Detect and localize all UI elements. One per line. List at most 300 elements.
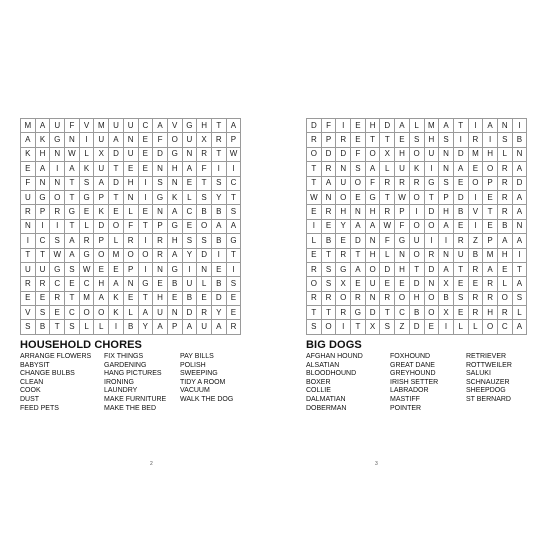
grid-cell[interactable]: U [94,162,109,176]
grid-cell[interactable]: G [65,205,80,219]
grid-cell[interactable]: S [65,320,80,334]
grid-cell[interactable]: R [468,291,483,305]
grid-cell[interactable]: E [351,277,366,291]
grid-cell[interactable]: N [167,176,182,190]
grid-cell[interactable]: V [167,119,182,133]
grid-cell[interactable]: S [182,234,197,248]
grid-cell[interactable]: A [351,219,366,233]
grid-cell[interactable]: E [35,291,50,305]
grid-cell[interactable]: R [35,277,50,291]
grid-cell[interactable]: H [395,147,410,161]
grid-cell[interactable]: V [79,119,94,133]
grid-cell[interactable]: I [468,190,483,204]
grid-cell[interactable]: I [21,234,36,248]
grid-cell[interactable]: R [226,320,241,334]
grid-cell[interactable]: P [321,133,336,147]
grid-cell[interactable]: T [321,248,336,262]
grid-cell[interactable]: A [512,205,527,219]
grid-cell[interactable]: V [468,205,483,219]
grid-cell[interactable]: T [138,291,153,305]
grid-cell[interactable]: U [182,133,197,147]
grid-cell[interactable]: S [79,176,94,190]
grid-cell[interactable]: I [512,119,527,133]
grid-cell[interactable]: L [94,320,109,334]
grid-cell[interactable]: N [21,219,36,233]
grid-cell[interactable]: R [497,190,512,204]
grid-cell[interactable]: O [167,133,182,147]
grid-cell[interactable]: I [424,234,439,248]
grid-cell[interactable]: K [21,147,36,161]
grid-cell[interactable]: S [153,176,168,190]
grid-cell[interactable]: E [123,162,138,176]
grid-cell[interactable]: L [468,320,483,334]
grid-cell[interactable]: S [307,320,322,334]
grid-cell[interactable]: E [167,291,182,305]
grid-cell[interactable]: E [483,219,498,233]
grid-cell[interactable]: A [211,320,226,334]
grid-cell[interactable]: A [365,162,380,176]
grid-cell[interactable]: S [409,133,424,147]
grid-cell[interactable]: L [409,119,424,133]
grid-cell[interactable]: R [211,133,226,147]
grid-cell[interactable]: T [226,190,241,204]
grid-cell[interactable]: R [380,176,395,190]
grid-cell[interactable]: A [35,119,50,133]
grid-cell[interactable]: G [182,119,197,133]
grid-cell[interactable]: R [409,176,424,190]
grid-cell[interactable]: N [439,162,454,176]
grid-cell[interactable]: Y [211,306,226,320]
grid-cell[interactable]: L [512,306,527,320]
grid-cell[interactable]: L [307,234,322,248]
grid-cell[interactable]: E [138,205,153,219]
grid-cell[interactable]: H [395,262,410,276]
grid-cell[interactable]: N [512,147,527,161]
grid-cell[interactable]: D [94,219,109,233]
grid-cell[interactable]: B [497,219,512,233]
grid-cell[interactable]: M [468,147,483,161]
grid-cell[interactable]: A [512,277,527,291]
grid-cell[interactable]: R [321,291,336,305]
grid-cell[interactable]: O [336,291,351,305]
grid-cell[interactable]: E [109,205,124,219]
grid-cell[interactable]: A [512,162,527,176]
grid-cell[interactable]: T [65,219,80,233]
grid-cell[interactable]: K [35,133,50,147]
grid-cell[interactable]: S [50,234,65,248]
grid-cell[interactable]: T [109,190,124,204]
grid-cell[interactable]: T [453,262,468,276]
grid-cell[interactable]: K [109,291,124,305]
grid-cell[interactable]: T [409,262,424,276]
grid-cell[interactable]: A [453,162,468,176]
grid-cell[interactable]: N [439,248,454,262]
grid-cell[interactable]: E [453,306,468,320]
grid-cell[interactable]: O [424,306,439,320]
grid-cell[interactable]: D [424,262,439,276]
grid-cell[interactable]: D [109,147,124,161]
grid-cell[interactable]: C [138,119,153,133]
grid-cell[interactable]: S [211,176,226,190]
grid-cell[interactable]: P [94,234,109,248]
grid-cell[interactable]: A [497,234,512,248]
grid-cell[interactable]: C [182,205,197,219]
grid-cell[interactable]: Y [336,219,351,233]
grid-cell[interactable]: O [351,176,366,190]
grid-cell[interactable]: T [380,133,395,147]
grid-cell[interactable]: P [226,133,241,147]
grid-cell[interactable]: R [153,234,168,248]
grid-cell[interactable]: E [50,306,65,320]
grid-cell[interactable]: T [197,176,212,190]
grid-cell[interactable]: H [365,205,380,219]
grid-cell[interactable]: U [21,190,36,204]
grid-cell[interactable]: C [79,277,94,291]
grid-cell[interactable]: R [21,277,36,291]
grid-cell[interactable]: T [380,190,395,204]
grid-cell[interactable]: X [365,320,380,334]
grid-cell[interactable]: N [497,119,512,133]
grid-cell[interactable]: O [409,147,424,161]
grid-cell[interactable]: T [50,320,65,334]
grid-cell[interactable]: E [351,190,366,204]
grid-cell[interactable]: H [336,205,351,219]
grid-cell[interactable]: T [109,162,124,176]
grid-cell[interactable]: H [197,119,212,133]
grid-cell[interactable]: H [365,248,380,262]
grid-cell[interactable]: H [167,162,182,176]
grid-cell[interactable]: B [409,306,424,320]
grid-cell[interactable]: R [336,248,351,262]
grid-cell[interactable]: X [439,277,454,291]
grid-cell[interactable]: R [336,133,351,147]
grid-cell[interactable]: A [226,119,241,133]
grid-cell[interactable]: O [79,306,94,320]
grid-cell[interactable]: X [439,306,454,320]
grid-cell[interactable]: R [321,205,336,219]
grid-cell[interactable]: H [439,205,454,219]
grid-cell[interactable]: D [182,306,197,320]
grid-cell[interactable]: E [65,277,80,291]
grid-cell[interactable]: E [321,219,336,233]
grid-cell[interactable]: R [50,205,65,219]
grid-cell[interactable]: E [497,262,512,276]
grid-cell[interactable]: A [483,262,498,276]
grid-cell[interactable]: T [351,320,366,334]
grid-cell[interactable]: W [79,262,94,276]
grid-cell[interactable]: O [307,147,322,161]
grid-cell[interactable]: U [123,119,138,133]
grid-cell[interactable]: N [336,162,351,176]
grid-cell[interactable]: A [226,219,241,233]
grid-cell[interactable]: O [424,291,439,305]
grid-cell[interactable]: N [321,190,336,204]
grid-cell[interactable]: R [497,306,512,320]
grid-cell[interactable]: L [380,248,395,262]
grid-cell[interactable]: C [50,277,65,291]
grid-cell[interactable]: L [123,205,138,219]
grid-cell[interactable]: A [182,320,197,334]
grid-cell[interactable]: I [468,219,483,233]
grid-cell[interactable]: E [226,306,241,320]
grid-cell[interactable]: S [453,291,468,305]
grid-cell[interactable]: I [307,219,322,233]
grid-cell[interactable]: A [512,320,527,334]
grid-cell[interactable]: A [167,248,182,262]
grid-cell[interactable]: S [439,133,454,147]
grid-cell[interactable]: H [94,277,109,291]
grid-cell[interactable]: I [138,190,153,204]
grid-cell[interactable]: D [453,190,468,204]
grid-cell[interactable]: L [79,320,94,334]
grid-cell[interactable]: F [197,162,212,176]
grid-cell[interactable]: D [365,306,380,320]
grid-cell[interactable]: U [123,147,138,161]
grid-cell[interactable]: U [424,147,439,161]
grid-cell[interactable]: R [321,162,336,176]
grid-cell[interactable]: A [94,291,109,305]
grid-cell[interactable]: R [424,248,439,262]
grid-cell[interactable]: N [182,147,197,161]
grid-cell[interactable]: E [94,262,109,276]
grid-cell[interactable]: A [65,162,80,176]
grid-cell[interactable]: C [395,306,410,320]
grid-cell[interactable]: N [167,306,182,320]
grid-cell[interactable]: N [197,262,212,276]
grid-cell[interactable]: E [351,133,366,147]
grid-cell[interactable]: S [497,133,512,147]
grid-cell[interactable]: G [50,133,65,147]
grid-cell[interactable]: T [380,306,395,320]
grid-cell[interactable]: U [182,277,197,291]
grid-cell[interactable]: E [395,133,410,147]
grid-cell[interactable]: P [123,262,138,276]
grid-cell[interactable]: L [497,147,512,161]
grid-cell[interactable]: O [123,248,138,262]
grid-cell[interactable]: P [395,205,410,219]
grid-cell[interactable]: T [512,262,527,276]
grid-cell[interactable]: N [153,205,168,219]
grid-cell[interactable]: I [35,219,50,233]
grid-cell[interactable]: R [336,306,351,320]
grid-cell[interactable]: S [351,162,366,176]
grid-cell[interactable]: N [35,176,50,190]
grid-cell[interactable]: R [307,262,322,276]
grid-cell[interactable]: E [395,277,410,291]
grid-cell[interactable]: T [307,306,322,320]
grid-cell[interactable]: F [65,119,80,133]
grid-cell[interactable]: S [65,262,80,276]
grid-cell[interactable]: S [197,190,212,204]
grid-cell[interactable]: I [50,162,65,176]
grid-cell[interactable]: U [453,248,468,262]
grid-cell[interactable]: W [65,147,80,161]
grid-cell[interactable]: R [468,306,483,320]
grid-cell[interactable]: B [321,234,336,248]
grid-cell[interactable]: T [65,176,80,190]
grid-cell[interactable]: T [483,205,498,219]
grid-cell[interactable]: O [409,190,424,204]
grid-cell[interactable]: F [321,119,336,133]
grid-cell[interactable]: D [380,119,395,133]
grid-cell[interactable]: O [94,248,109,262]
grid-cell[interactable]: Z [468,234,483,248]
grid-cell[interactable]: U [35,262,50,276]
grid-cell[interactable]: I [439,234,454,248]
grid-cell[interactable]: A [109,133,124,147]
grid-cell[interactable]: D [153,147,168,161]
grid-cell[interactable]: N [365,234,380,248]
grid-cell[interactable]: N [395,248,410,262]
grid-cell[interactable]: S [512,291,527,305]
grid-cell[interactable]: A [109,277,124,291]
grid-cell[interactable]: L [109,234,124,248]
grid-cell[interactable]: N [65,133,80,147]
grid-cell[interactable]: R [50,291,65,305]
grid-cell[interactable]: E [153,277,168,291]
grid-cell[interactable]: B [211,234,226,248]
grid-cell[interactable]: I [138,234,153,248]
grid-cell[interactable]: L [79,219,94,233]
grid-cell[interactable]: U [197,320,212,334]
grid-cell[interactable]: U [50,119,65,133]
grid-cell[interactable]: R [497,162,512,176]
grid-cell[interactable]: I [211,248,226,262]
grid-cell[interactable]: S [21,320,36,334]
grid-cell[interactable]: E [138,162,153,176]
grid-cell[interactable]: O [365,147,380,161]
grid-cell[interactable]: F [351,147,366,161]
grid-cell[interactable]: O [483,320,498,334]
grid-cell[interactable]: X [336,277,351,291]
grid-cell[interactable]: K [109,306,124,320]
grid-cell[interactable]: M [483,248,498,262]
grid-cell[interactable]: D [512,176,527,190]
grid-cell[interactable]: C [226,176,241,190]
grid-cell[interactable]: L [79,147,94,161]
grid-cell[interactable]: T [65,190,80,204]
grid-cell[interactable]: A [35,162,50,176]
grid-cell[interactable]: I [211,162,226,176]
grid-cell[interactable]: S [321,262,336,276]
grid-cell[interactable]: K [167,190,182,204]
grid-cell[interactable]: F [380,234,395,248]
grid-cell[interactable]: G [138,277,153,291]
grid-cell[interactable]: L [182,190,197,204]
grid-cell[interactable]: R [483,291,498,305]
grid-cell[interactable]: I [336,320,351,334]
grid-cell[interactable]: U [365,277,380,291]
grid-cell[interactable]: N [123,133,138,147]
grid-cell[interactable]: G [167,262,182,276]
grid-cell[interactable]: F [21,176,36,190]
grid-cell[interactable]: L [197,277,212,291]
grid-cell[interactable]: C [497,320,512,334]
grid-cell[interactable]: A [94,176,109,190]
grid-cell[interactable]: Y [211,190,226,204]
grid-cell[interactable]: D [109,176,124,190]
grid-cell[interactable]: B [197,205,212,219]
grid-cell[interactable]: B [453,205,468,219]
grid-cell[interactable]: N [512,219,527,233]
grid-cell[interactable]: A [351,262,366,276]
grid-cell[interactable]: A [395,119,410,133]
grid-cell[interactable]: T [65,291,80,305]
grid-cell[interactable]: T [21,248,36,262]
grid-cell[interactable]: E [138,147,153,161]
grid-cell[interactable]: E [307,248,322,262]
grid-cell[interactable]: E [226,291,241,305]
grid-cell[interactable]: B [439,291,454,305]
grid-cell[interactable]: G [365,190,380,204]
grid-cell[interactable]: H [424,133,439,147]
grid-cell[interactable]: S [380,320,395,334]
grid-cell[interactable]: I [468,119,483,133]
grid-cell[interactable]: O [365,262,380,276]
grid-cell[interactable]: N [365,291,380,305]
grid-cell[interactable]: N [123,277,138,291]
grid-cell[interactable]: L [453,320,468,334]
grid-cell[interactable]: U [336,176,351,190]
grid-cell[interactable]: G [167,147,182,161]
grid-cell[interactable]: D [197,248,212,262]
grid-cell[interactable]: E [182,176,197,190]
grid-cell[interactable]: H [409,291,424,305]
grid-cell[interactable]: D [409,277,424,291]
grid-cell[interactable]: E [307,205,322,219]
grid-cell[interactable]: R [79,234,94,248]
grid-cell[interactable]: L [497,277,512,291]
grid-cell[interactable]: F [365,176,380,190]
grid-cell[interactable]: R [380,291,395,305]
grid-cell[interactable]: S [321,277,336,291]
grid-cell[interactable]: T [365,133,380,147]
grid-cell[interactable]: S [439,176,454,190]
grid-cell[interactable]: F [395,219,410,233]
grid-cell[interactable]: O [483,162,498,176]
grid-cell[interactable]: T [453,119,468,133]
grid-cell[interactable]: M [79,291,94,305]
grid-cell[interactable]: U [395,162,410,176]
grid-cell[interactable]: E [123,291,138,305]
grid-cell[interactable]: F [123,219,138,233]
grid-cell[interactable]: E [424,320,439,334]
grid-cell[interactable]: W [50,248,65,262]
grid-cell[interactable]: G [167,219,182,233]
grid-cell[interactable]: E [468,277,483,291]
grid-cell[interactable]: P [94,190,109,204]
grid-cell[interactable]: H [497,248,512,262]
grid-cell[interactable]: X [197,133,212,147]
grid-cell[interactable]: P [167,320,182,334]
grid-cell[interactable]: G [226,234,241,248]
grid-cell[interactable]: E [21,291,36,305]
grid-cell[interactable]: S [197,234,212,248]
grid-cell[interactable]: W [395,190,410,204]
grid-cell[interactable]: B [167,277,182,291]
grid-cell[interactable]: O [409,219,424,233]
grid-cell[interactable]: S [226,277,241,291]
grid-cell[interactable]: T [211,147,226,161]
grid-cell[interactable]: D [351,234,366,248]
grid-cell[interactable]: U [153,306,168,320]
grid-cell[interactable]: M [424,119,439,133]
grid-cell[interactable]: R [468,133,483,147]
grid-cell[interactable]: Y [138,320,153,334]
grid-cell[interactable]: C [65,306,80,320]
grid-cell[interactable]: K [79,162,94,176]
grid-cell[interactable]: G [395,234,410,248]
